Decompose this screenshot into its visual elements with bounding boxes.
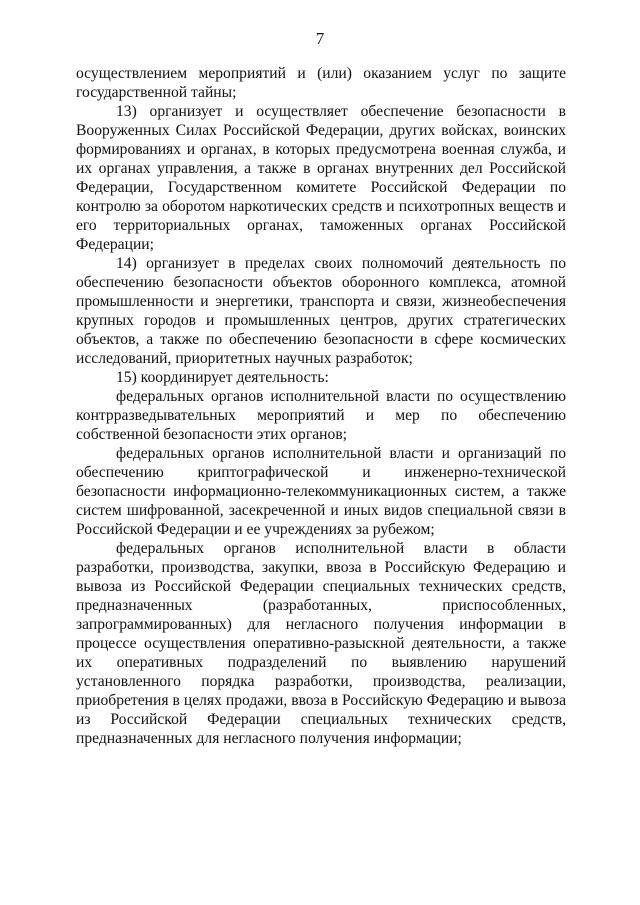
paragraph-item-15: 15) координирует деятельность: xyxy=(116,369,329,386)
paragraph-subitem-cryptographic-security: федеральных органов исполнительной власти и организаций по обеспечению криптографической и инженерно-технической безопасности информационно-телекоммуникационных систем, а также систем шифрованной, засекреченной и иных видов специальной связи в Российской Федерации и ее учреждениях за рубежом; xyxy=(76,445,566,538)
paragraph-item-14: 14) организует в пределах своих полномочий деятельность по обеспечению безопасности объектов оборонного комплекса, атомной промышленности и энергетики, транспорта и связи, жизнеобеспечения крупных городов и промышленных центров, других стратегических объектов, а также по обеспечению безопасности в сфере космических исследований, приоритетных научных разработок; xyxy=(76,255,566,367)
paragraph-subitem-counterintelligence: федеральных органов исполнительной власти по осуществлению контрразведывательных мероприятий и мер по обеспечению собственной безопасности этих органов; xyxy=(76,388,566,443)
paragraph-subitem-special-technical-means: федеральных органов исполнительной власти в области разработки, производства, закупки, ввоза в Российскую Федерацию и вывоза из Российской Федерации специальных технических средств, предназначенных (разработанных, приспособленных, запрограммированных) для негласного получения информации в процессе осуществления оперативно-разыскной деятельности, а также их оперативных подразделений по выявлению нарушений установленного порядка разработки, производства, реализации, приобретения в целях продажи, ввоза в Российскую Федерацию и вывоза из Российской Федерации специальных технических средств, предназначенных для негласного получения информации; xyxy=(76,540,566,747)
document-body xyxy=(76,64,566,748)
page-number: 7 xyxy=(315,29,325,48)
paragraph-continuation: осуществлением мероприятий и (или) оказанием услуг по защите государственной тайны; xyxy=(76,65,566,101)
paragraph-item-13: 13) организует и осуществляет обеспечение безопасности в Вооруженных Силах Российской Федерации, других войсках, воинских формированиях и органах, в которых предусмотрена военная служба, и их органах управления, а также в органах внутренних дел Российской Федерации, Государственном комитете Российской Федерации по контролю за оборотом наркотических средств и психотропных веществ и его территориальных органах, таможенных органах Российской Федерации; xyxy=(76,103,566,253)
